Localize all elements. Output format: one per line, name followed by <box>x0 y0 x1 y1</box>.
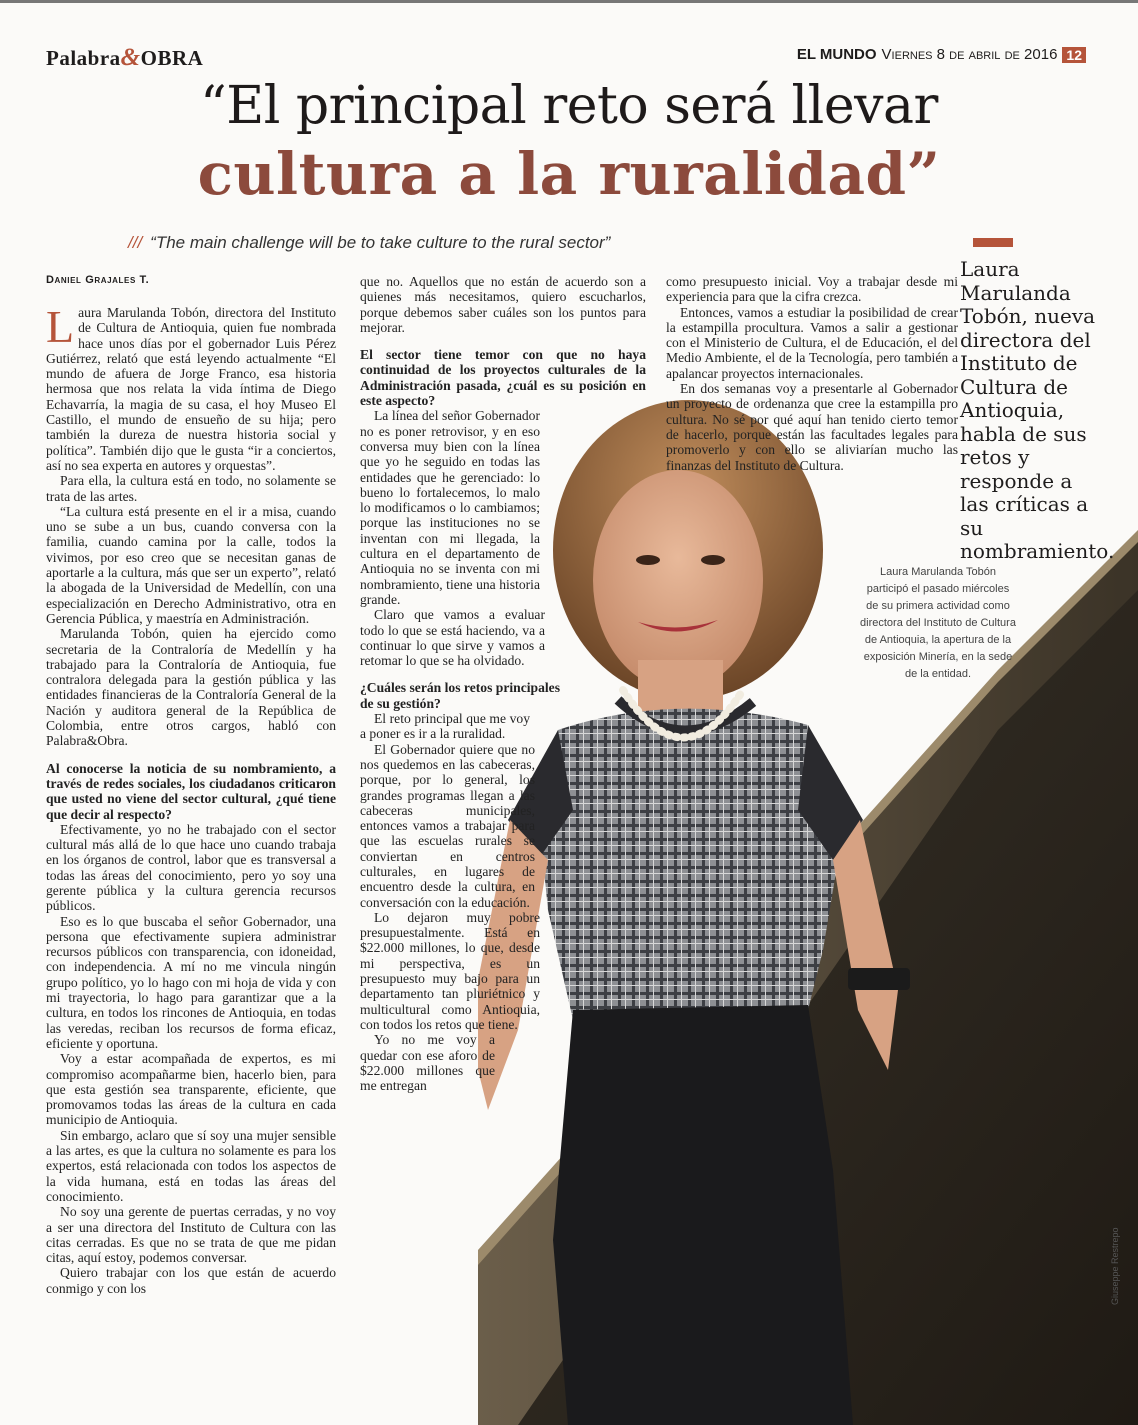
photo-caption: Laura Marulanda Tobón participó el pasado miércoles de su primera actividad como directora del Instituto de Cultura de Antioquia, la apertura de la exposición Minería, en la sede de la entidad. <box>860 566 1016 680</box>
slashes-ornament: /// <box>128 233 143 252</box>
paragraph: En dos semanas voy a presentarle al Gobernador un proyecto de ordenanza que cree la estampilla pro cultura. No sé por qué aquí han tenido cierto temor de hacerlo, porque están las facultades legales para promoverlo y con ello se aliviarían mucho las finanzas del Instituto de Cultura. <box>666 381 958 473</box>
translation-text: “The main challenge will be to take culture to the rural sector” <box>150 233 611 252</box>
page-number: 12 <box>1062 47 1086 63</box>
english-translation <box>128 233 610 253</box>
section-name <box>46 44 203 72</box>
right-eye <box>701 555 725 565</box>
headline-line-1: “El principal reto será llevar <box>200 76 938 136</box>
paragraph: Marulanda Tobón, quien ha ejercido como secretaria de la Contraloría de Medellín y ha trabajado para la Contraloría de Antioquia, fue contralora delegada para la gestión pública y las entidades financieras de la Contraloría General de la Nación y auditora general de la República de Colombia, entre otros cargos, habló con Palabra&Obra. <box>46 626 336 749</box>
paragraph <box>46 305 336 473</box>
interview-question: Al conocerse la noticia de su nombramiento, a través de redes sociales, los ciudadanos criticaron que usted no viene del sector cultural, ¿qué tiene que decir al respecto? <box>46 760 336 822</box>
paragraph: El Gobernador quiere que no nos quedemos en las cabeceras, porque, por lo general, los grandes programas llegan a las cabeceras municipales, entonces vamos a trabajar para que las escuelas rurales se conviertan en centros culturales, en lugares de encuentro desde la cultura, en conversación con la educación. <box>360 741 535 910</box>
paragraph: La línea del señor Gobernador no es poner retrovisor, y en eso conversa muy bien con la línea que yo he seguido en todas las entidades que he gerenciado: lo bueno lo fortalecemos, lo malo lo modificamos o lo cambiamos; porque las instituciones no se inventan con mi llegada, la cultura en el departamento de Antioquia no se inventa con mi nombramiento, tiene una historia grande. <box>360 408 540 607</box>
section-name-left: Palabra <box>46 46 121 70</box>
top-rule <box>0 0 1138 3</box>
paragraph: Voy a estar acompañada de expertos, es mi compromiso acompañarme bien, hacerlo bien, para que esta gestión sea transparente, eficiente, que promovamos todas las áreas de la cultura en cada municipio de Antioquia. <box>46 1051 336 1128</box>
paragraph: Efectivamente, yo no he trabajado con el sector cultural más allá de lo que hace uno cuando trabaja en los órganos de control, labor que es transversal a todas las áreas del conocimiento, pero yo soy una gerente pública y la cultura gerencia recursos públicos. <box>46 821 336 914</box>
section-name-right: OBRA <box>140 46 204 70</box>
issue-date: Viernes 8 de abril de 2016 <box>881 46 1058 63</box>
interview-question: ¿Cuáles serán los retos principales de su gestión? <box>360 680 560 711</box>
byline: Daniel Grajales T. <box>46 274 150 286</box>
headline-line-2: cultura a la ruralidad” <box>197 140 941 208</box>
paragraph: Sin embargo, aclaro que sí soy una mujer sensible a las artes, es que la cultura no solamente es para los expertos, está relacionada con todos los aspectos de la vida humana, está en todas las áreas del conocimiento. <box>46 1127 336 1204</box>
sidebar-accent-bar <box>973 238 1013 247</box>
paragraph: Entonces, vamos a estudiar la posibilidad de crear la estampilla procultura. Vamos a salir a gestionar con el Ministerio de Cultura, el de Educación, el del Medio Ambiente, el de la Tecnología, pero también a apalancar proyectos internacionales. <box>666 304 958 381</box>
paragraph: Lo dejaron muy pobre presupuestalmente. Está en $22.000 millones, lo que, desde mi perspectiva, es un presupuesto muy bajo para un departamento tan pluriétnico y multicultural como Antioquia, con todos los retos que tiene. <box>360 909 540 1032</box>
sidebar-summary: Laura Marulanda Tobón, nueva directora del Instituto de Cultura de Antioquia, habla de sus retos y responde a las críticas a su nombramiento. <box>960 257 1115 563</box>
paragraph: Claro que vamos a evaluar todo lo que se está haciendo, va a continuar lo que sirve y vamos a retomar lo que se ha olvidado. <box>360 607 545 669</box>
paragraph: Yo no me voy a quedar con ese aforo de $22.000 millones que me entregan <box>360 1032 495 1094</box>
paragraph: Para ella, la cultura está en todo, no solamente se trata de las artes. <box>46 473 336 504</box>
article-column-2 <box>360 274 646 1414</box>
paragraph: como presupuesto inicial. Voy a trabajar desde mi experiencia para que la cifra crezca. <box>666 274 958 305</box>
paper-name: EL MUNDO <box>796 46 877 63</box>
article-column-3 <box>666 274 958 514</box>
publication-info <box>797 46 1086 63</box>
interview-question: El sector tiene temor con que no haya continuidad de los proyectos culturales de la Administración pasada, ¿cuál es su posición en este aspecto? <box>360 347 646 409</box>
drop-cap: L <box>46 305 75 352</box>
photo-credit: Giuseppe Restrepo <box>1110 1227 1120 1305</box>
paragraph: No soy una gerente de puertas cerradas, y no voy a ser una directora del Instituto de Cultura con las citas cerradas. Es que no se trata de que me pidan citas, aquí estoy, podemos conversar. <box>46 1204 336 1266</box>
paragraph: Quiero trabajar con los que están de acuerdo conmigo y con los <box>46 1265 336 1296</box>
paragraph: que no. Aquellos que no están de acuerdo son a quienes más necesitamos, quiero escucharlos, porque debemos saber cuáles son los puntos para mejorar. <box>360 274 646 335</box>
paragraph-text: aura Marulanda Tobón, directora del Instituto de Cultura de Antioquia, quien fue nombrada hace unos días por el gobernador Luis Pérez Gutiérrez, relató que está leyendo actualmente “El mundo de afuera de Jorge Franco, esa historia hermosa que nos relata la vida íntima de Diego Echavarría, la magia de su casa, el hoy Museo El Castillo, el mundo de ensueño de su hija; pero también la dureza de nuestra historia social y política”. También dijo que le gusta “ir a conciertos, así no sea experta en autores y orquestas”. <box>46 305 336 473</box>
section-name-amp: & <box>120 44 141 71</box>
paragraph: El reto principal que me voy a poner es ir a la ruralidad. <box>360 711 530 742</box>
wrist-watch <box>848 968 910 990</box>
paragraph: “La cultura está presente en el ir a misa, cuando uno se sube a un bus, cuando conversa con la familia, cuando camina por la calle, todos la vivimos, por eso creo que se necesitan ganas de aportarle a la cultura, más que ser un experto”, relató la abogada de la Universidad de Medellín, con una especialización en Derecho Administrativo, otra en Gerencia Pública, y maestría en Administración. <box>46 503 336 626</box>
paragraph: Eso es lo que buscaba el señor Gobernador, una persona que efectivamente supiera administrar recursos públicos con transparencia, con idoneidad, con independencia. A mí no me vincula ningún grupo político, yo lo hago con mi hoja de vida y con mi trayectoria, lo hago para garantizar que a la cultura, en todos los rincones de Antioquia, en todas las veredas, reciban los recursos de forma eficaz, eficiente y oportuna. <box>46 913 336 1051</box>
article-column-1 <box>46 305 336 1415</box>
